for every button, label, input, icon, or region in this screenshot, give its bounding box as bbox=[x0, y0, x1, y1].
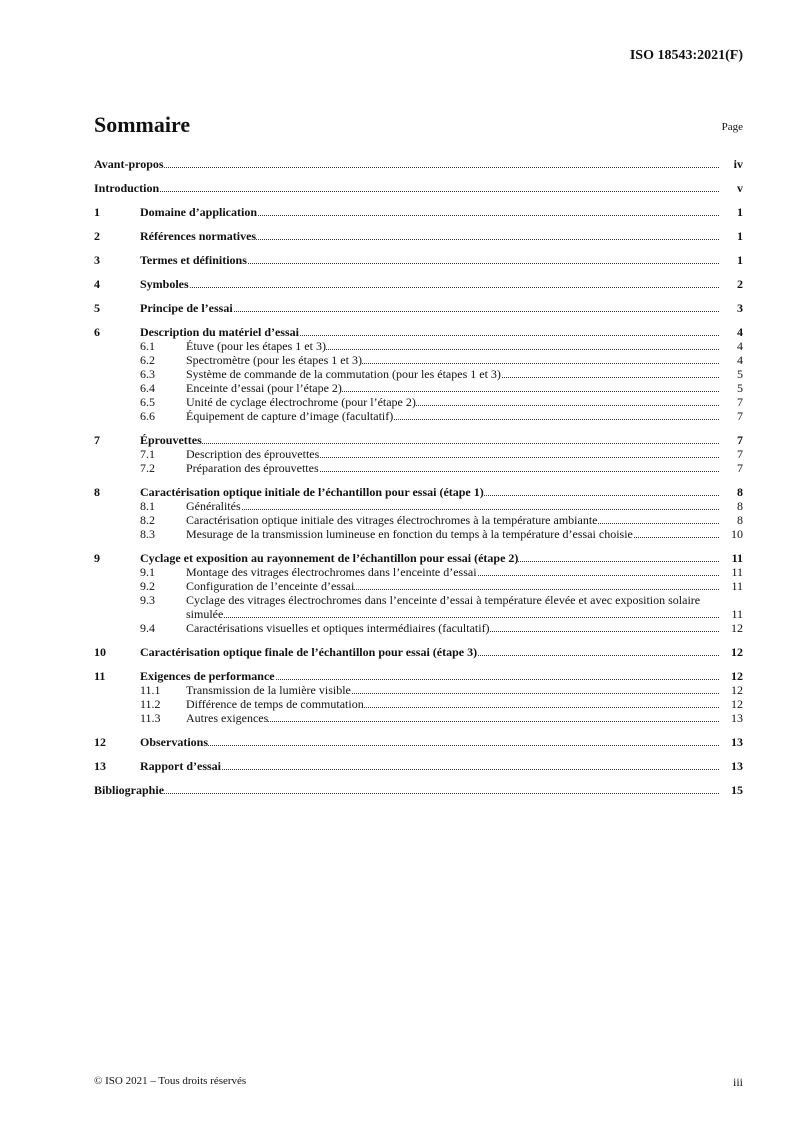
toc-entry-number: 9 bbox=[94, 551, 100, 565]
toc-entry-body bbox=[140, 645, 743, 659]
toc-entry-body bbox=[140, 205, 743, 219]
toc-entry-page: 1 bbox=[737, 205, 743, 219]
toc-entry-body bbox=[186, 513, 743, 527]
toc-entry-number: 11.1 bbox=[140, 683, 161, 697]
toc-entry-body bbox=[186, 381, 743, 395]
toc-subentry[interactable] bbox=[140, 447, 743, 461]
toc-entry[interactable] bbox=[94, 229, 743, 243]
toc-entry-body bbox=[140, 277, 743, 291]
toc-subentry[interactable] bbox=[140, 339, 743, 353]
toc-entry-title[interactable]: Étuve (pour les étapes 1 et 3) bbox=[186, 339, 326, 353]
toc-entry[interactable] bbox=[94, 325, 743, 339]
toc-entry-body bbox=[186, 697, 743, 711]
table-of-contents bbox=[94, 157, 743, 797]
toc-entry-page: 8 bbox=[737, 485, 743, 499]
toc-entry-page: 11 bbox=[731, 607, 743, 621]
toc-entry[interactable] bbox=[94, 783, 743, 797]
toc-entry-number: 6.5 bbox=[140, 395, 155, 409]
toc-entry-number: 8.3 bbox=[140, 527, 155, 541]
toc-entry-body bbox=[186, 527, 743, 541]
page-number: iii bbox=[732, 1075, 743, 1089]
toc-entry-body bbox=[186, 339, 743, 353]
toc-entry-page: 8 bbox=[737, 513, 743, 527]
toc-entry-page: 13 bbox=[731, 735, 743, 749]
toc-entry-body bbox=[186, 683, 743, 697]
toc-entry-page: 12 bbox=[731, 697, 743, 711]
toc-entry-page: 12 bbox=[731, 683, 743, 697]
toc-entry-page: 11 bbox=[731, 579, 743, 593]
toc-entry-body bbox=[186, 621, 743, 635]
toc-entry-number: 12 bbox=[94, 735, 106, 749]
toc-entry-number: 7 bbox=[94, 433, 100, 447]
toc-entry[interactable] bbox=[94, 301, 743, 315]
toc-entry-body bbox=[140, 669, 743, 683]
toc-entry-title[interactable]: Introduction bbox=[94, 181, 160, 195]
toc-entry-page: 5 bbox=[737, 367, 743, 381]
toc-entry-body bbox=[94, 181, 743, 195]
toc-entry-title[interactable]: Description du matériel d’essai bbox=[140, 325, 299, 339]
toc-entry-title[interactable]: Rapport d’essai bbox=[140, 759, 222, 773]
toc-entry-title[interactable]: Unité de cyclage électrochrome (pour l’étape 2) bbox=[186, 395, 416, 409]
toc-entry-title[interactable]: Spectromètre (pour les étapes 1 et 3) bbox=[186, 353, 362, 367]
toc-entry-body bbox=[186, 565, 743, 579]
toc-entry-number: 2 bbox=[94, 229, 100, 243]
toc-entry-title[interactable]: Différence de temps de commutation bbox=[186, 697, 364, 711]
toc-entry-number: 6.3 bbox=[140, 367, 155, 381]
toc-entry-title[interactable]: Description des éprouvettes bbox=[186, 447, 320, 461]
toc-entry[interactable] bbox=[94, 669, 743, 683]
toc-entry-number: 13 bbox=[94, 759, 106, 773]
toc-entry-body bbox=[186, 593, 743, 621]
toc-entry-title[interactable]: Domaine d’application bbox=[140, 205, 258, 219]
toc-entry-body bbox=[186, 409, 743, 423]
page-column-label: Page bbox=[721, 121, 743, 133]
toc-entry-body bbox=[186, 711, 743, 725]
copyright-notice: © ISO 2021 – Tous droits réservés bbox=[94, 1075, 247, 1087]
toc-entry-number: 6.4 bbox=[140, 381, 155, 395]
toc-entry-number: 8 bbox=[94, 485, 100, 499]
toc-entry-page: 12 bbox=[731, 621, 743, 635]
toc-entry[interactable] bbox=[94, 277, 743, 291]
toc-subentry[interactable] bbox=[140, 499, 743, 513]
toc-entry-page: 10 bbox=[731, 527, 743, 541]
toc-entry-number: 6.2 bbox=[140, 353, 155, 367]
toc-entry-title[interactable]: Cyclage des vitrages électrochromes dans l’enceinte d’essai à température élevée et avec exposition solaire simulée bbox=[186, 593, 701, 621]
toc-entry-page: 8 bbox=[737, 499, 743, 513]
toc-entry-body bbox=[140, 253, 743, 267]
toc-entry-title[interactable]: Préparation des éprouvettes bbox=[186, 461, 319, 475]
toc-entry-number: 6.6 bbox=[140, 409, 155, 423]
toc-entry[interactable] bbox=[94, 551, 743, 565]
toc-subentry[interactable] bbox=[140, 697, 743, 711]
toc-entry-number: 7.1 bbox=[140, 447, 155, 461]
toc-subentry[interactable] bbox=[140, 513, 743, 527]
toc-entry-number: 5 bbox=[94, 301, 100, 315]
toc-entry-number: 9.3 bbox=[140, 593, 155, 607]
toc-subentry[interactable] bbox=[140, 593, 743, 621]
toc-entry-number: 6.1 bbox=[140, 339, 155, 353]
toc-entry-page: 4 bbox=[737, 353, 743, 367]
toc-entry-number: 9.1 bbox=[140, 565, 155, 579]
toc-subentry[interactable] bbox=[140, 527, 743, 541]
toc-entry-page: 4 bbox=[737, 339, 743, 353]
toc-entry-number: 9.2 bbox=[140, 579, 155, 593]
toc-entry-title[interactable]: Symboles bbox=[140, 277, 189, 291]
toc-entry-body bbox=[140, 759, 743, 773]
toc-entry-number: 9.4 bbox=[140, 621, 155, 635]
toc-entry-page: 7 bbox=[737, 409, 743, 423]
toc-entry-body bbox=[186, 499, 743, 513]
toc-entry-title[interactable]: Caractérisations visuelles et optiques intermédiaires (facultatif) bbox=[186, 621, 490, 635]
toc-entry-body bbox=[186, 367, 743, 381]
page-title: Sommaire bbox=[94, 112, 191, 137]
toc-entry-body bbox=[186, 579, 743, 593]
toc-entry-title[interactable]: Avant-propos bbox=[94, 157, 164, 171]
toc-subentry[interactable] bbox=[140, 461, 743, 475]
toc-entry-page: 5 bbox=[737, 381, 743, 395]
toc-entry-title[interactable]: Transmission de la lumière visible bbox=[186, 683, 351, 697]
toc-entry-title[interactable]: Observations bbox=[140, 735, 209, 749]
toc-entry-body bbox=[186, 395, 743, 409]
toc-entry-title[interactable]: Enceinte d’essai (pour l’étape 2) bbox=[186, 381, 342, 395]
toc-entry-body bbox=[186, 461, 743, 475]
toc-entry[interactable] bbox=[94, 157, 743, 171]
toc-entry-number: 8.1 bbox=[140, 499, 155, 513]
toc-entry-title[interactable]: Exigences de performance bbox=[140, 669, 275, 683]
toc-entry-body bbox=[140, 229, 743, 243]
toc-subentry[interactable] bbox=[140, 579, 743, 593]
toc-entry-page: 2 bbox=[737, 277, 743, 291]
toc-entry-body bbox=[140, 735, 743, 749]
toc-entry-title[interactable]: Mesurage de la transmission lumineuse en fonction du temps à la température d’essai choisie bbox=[186, 527, 633, 541]
toc-entry-page: v bbox=[737, 181, 743, 195]
toc-entry-page: 1 bbox=[737, 253, 743, 267]
toc-entry-title[interactable]: Éprouvettes bbox=[140, 433, 202, 447]
toc-entry[interactable] bbox=[94, 433, 743, 447]
toc-entry-title[interactable]: Principe de l’essai bbox=[140, 301, 233, 315]
toc-entry[interactable] bbox=[94, 253, 743, 267]
toc-entry-page: 11 bbox=[731, 551, 743, 565]
toc-entry-page: iv bbox=[733, 157, 743, 171]
toc-entry-number: 11.3 bbox=[140, 711, 161, 725]
toc-entry-title[interactable]: Configuration de l’enceinte d’essai bbox=[186, 579, 355, 593]
toc-subentry[interactable] bbox=[140, 711, 743, 725]
toc-entry-page: 13 bbox=[731, 711, 743, 725]
toc-entry[interactable] bbox=[94, 759, 743, 773]
toc-subentry[interactable] bbox=[140, 409, 743, 423]
toc-subentry[interactable] bbox=[140, 395, 743, 409]
toc-entry-title[interactable]: Caractérisation optique finale de l’échantillon pour essai (étape 3) bbox=[140, 645, 478, 659]
toc-entry-number: 6 bbox=[94, 325, 100, 339]
toc-entry-body bbox=[94, 157, 743, 171]
toc-entry-number: 10 bbox=[94, 645, 106, 659]
toc-entry-number: 11 bbox=[94, 669, 106, 683]
toc-entry-title[interactable]: Caractérisation optique initiale de l’échantillon pour essai (étape 1) bbox=[140, 485, 484, 499]
toc-entry[interactable] bbox=[94, 735, 743, 749]
toc-entry[interactable] bbox=[94, 181, 743, 195]
toc-entry-page: 4 bbox=[737, 325, 743, 339]
toc-entry-body bbox=[186, 447, 743, 461]
toc-subentry[interactable] bbox=[140, 367, 743, 381]
toc-entry-page: 7 bbox=[737, 395, 743, 409]
toc-entry-number: 7.2 bbox=[140, 461, 155, 475]
toc-entry-page: 1 bbox=[737, 229, 743, 243]
toc-entry-title[interactable]: Montage des vitrages électrochromes dans l’enceinte d’essai bbox=[186, 565, 477, 579]
toc-entry[interactable] bbox=[94, 205, 743, 219]
toc-entry-page: 11 bbox=[731, 565, 743, 579]
toc-entry-page: 12 bbox=[731, 669, 743, 683]
toc-entry-title[interactable]: Termes et définitions bbox=[140, 253, 247, 267]
toc-entry-title[interactable]: Cyclage et exposition au rayonnement de l’échantillon pour essai (étape 2) bbox=[140, 551, 519, 565]
toc-entry-body bbox=[140, 485, 743, 499]
toc-entry-number: 4 bbox=[94, 277, 100, 291]
toc-entry-body bbox=[140, 301, 743, 315]
toc-entry-title[interactable]: Caractérisation optique initiale des vitrages électrochromes à la température ambiante bbox=[186, 513, 598, 527]
toc-entry[interactable] bbox=[94, 485, 743, 499]
toc-entry-title[interactable]: Équipement de capture d’image (facultatif) bbox=[186, 409, 394, 423]
toc-entry-title[interactable]: Autres exigences bbox=[186, 711, 269, 725]
toc-entry-number: 3 bbox=[94, 253, 100, 267]
toc-entry-page: 7 bbox=[737, 447, 743, 461]
toc-entry-page: 13 bbox=[731, 759, 743, 773]
toc-entry-number: 8.2 bbox=[140, 513, 155, 527]
toc-entry-page: 12 bbox=[731, 645, 743, 659]
toc-entry-number: 1 bbox=[94, 205, 100, 219]
toc-entry-page: 7 bbox=[737, 433, 743, 447]
toc-subentry[interactable] bbox=[140, 353, 743, 367]
toc-subentry[interactable] bbox=[140, 565, 743, 579]
toc-entry-title[interactable]: Bibliographie bbox=[94, 783, 165, 797]
toc-entry-body bbox=[140, 325, 743, 339]
toc-entry-page: 7 bbox=[737, 461, 743, 475]
toc-entry-body bbox=[140, 551, 743, 565]
toc-subentry[interactable] bbox=[140, 683, 743, 697]
toc-subentry[interactable] bbox=[140, 621, 743, 635]
toc-entry-title[interactable]: Références normatives bbox=[140, 229, 257, 243]
toc-entry-page: 3 bbox=[737, 301, 743, 315]
toc-entry-body bbox=[94, 783, 743, 797]
toc-entry[interactable] bbox=[94, 645, 743, 659]
toc-subentry[interactable] bbox=[140, 381, 743, 395]
document-id: ISO 18543:2021(F) bbox=[629, 48, 743, 63]
toc-entry-number: 11.2 bbox=[140, 697, 161, 711]
toc-entry-page: 15 bbox=[731, 783, 743, 797]
toc-entry-body bbox=[140, 433, 743, 447]
toc-entry-body bbox=[186, 353, 743, 367]
toc-entry-title[interactable]: Système de commande de la commutation (pour les étapes 1 et 3) bbox=[186, 367, 501, 381]
toc-entry-title[interactable]: Généralités bbox=[186, 499, 241, 513]
